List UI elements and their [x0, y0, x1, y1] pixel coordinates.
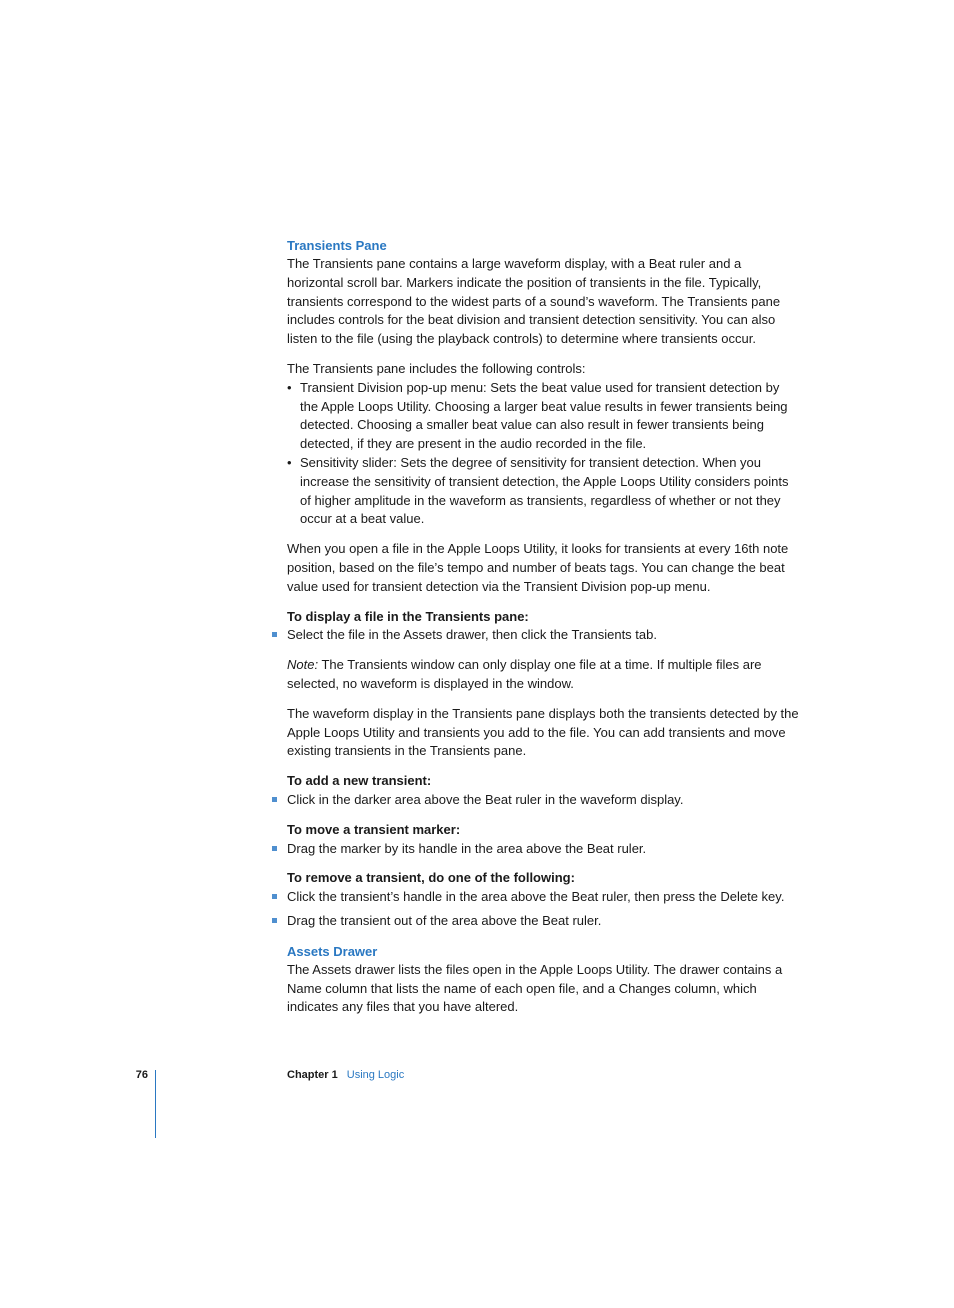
section-title-assets-drawer: Assets Drawer	[287, 943, 378, 959]
bullet-dot-icon: •	[287, 379, 292, 395]
chapter-label: Chapter 1	[287, 1069, 338, 1081]
footer-divider	[155, 1070, 156, 1138]
step-text: Drag the transient out of the area above the Beat ruler.	[287, 912, 602, 928]
task-heading-move-transient: To move a transient marker:	[287, 821, 461, 837]
step-text: Drag the marker by its handle in the area above the Beat ruler.	[287, 840, 647, 856]
task-heading-display-file: To display a file in the Transients pane:	[287, 608, 529, 624]
note-text: The Transients window can only display one file at a time. If multiple files are selected, no waveform is displayed in the window.	[287, 657, 762, 691]
list-item	[287, 888, 799, 907]
remove-steps	[287, 888, 799, 931]
list-item	[287, 840, 799, 859]
list-item	[287, 626, 799, 645]
assets-drawer-paragraph: The Assets drawer lists the files open in the Apple Loops Utility. The drawer contains a Name column that lists the name of each open file, and a Changes column, which indicates any files that you have altered.	[287, 961, 783, 1015]
task-heading-add-transient: To add a new transient:	[287, 773, 432, 789]
transients-intro-paragraph: The Transients pane contains a large waveform display, with a Beat ruler and a horizontal scroll bar. Markers indicate the position of transients in the file. Typically, transients correspond to the widest parts of a sound’s waveform. The Transients pane includes controls for the beat division and transient detection sensitivity. You can also listen to the file (using the playback controls) to determine where transients occur.	[287, 256, 781, 347]
section-title-transients-pane: Transients Pane	[287, 238, 387, 253]
step-text: Select the file in the Assets drawer, then click the Transients tab.	[287, 627, 657, 643]
square-bullet-icon	[272, 894, 277, 899]
list-item	[287, 454, 799, 529]
controls-intro-paragraph: The Transients pane includes the following controls:	[287, 360, 586, 376]
square-bullet-icon	[272, 797, 277, 802]
open-file-paragraph: When you open a file in the Apple Loops Utility, it looks for transients at every 16th note position, based on the file’s tempo and number of beats tags. You can change the beat value used for transient detection via the Transient Division pop-up menu.	[287, 541, 789, 594]
display-steps	[287, 626, 799, 645]
page-content	[287, 236, 799, 1028]
task-heading-remove-transient: To remove a transient, do one of the following:	[287, 870, 575, 886]
note-paragraph	[287, 656, 799, 694]
list-item	[287, 379, 799, 454]
square-bullet-icon	[272, 632, 277, 637]
bullet-dot-icon: •	[287, 454, 292, 470]
footer-chapter	[287, 1069, 404, 1081]
page-number: 76	[135, 1069, 148, 1081]
control-description: Sensitivity slider: Sets the degree of sensitivity for transient detection. When you increase the sensitivity of transient detection, the Apple Loops Utility considers points of higher amplitude in the waveform as transients, regardless of whether or not they occur at a beat value.	[300, 454, 789, 527]
chapter-title-link[interactable]: Using Logic	[346, 1069, 405, 1081]
step-text: Click the transient’s handle in the area above the Beat ruler, then press the Delete key.	[287, 889, 785, 905]
note-label: Note:	[287, 657, 319, 673]
add-steps	[287, 791, 799, 810]
move-steps	[287, 840, 799, 859]
square-bullet-icon	[272, 918, 277, 923]
controls-list	[287, 379, 799, 529]
square-bullet-icon	[272, 846, 277, 851]
waveform-paragraph: The waveform display in the Transients pane displays both the transients detected by the Apple Loops Utility and transients you add to the file. You can add transients and move existing transients in the Transients pane.	[287, 705, 799, 759]
step-text: Click in the darker area above the Beat ruler in the waveform display.	[287, 791, 684, 807]
list-item	[287, 912, 799, 931]
list-item	[287, 791, 799, 810]
control-description: Transient Division pop-up menu: Sets the beat value used for transient detection by the Apple Loops Utility. Choosing a larger beat value results in fewer transients being detected. Choosing a smaller beat value can also result in fewer transients being detected, if they are present in the audio recorded in the file.	[300, 379, 788, 452]
